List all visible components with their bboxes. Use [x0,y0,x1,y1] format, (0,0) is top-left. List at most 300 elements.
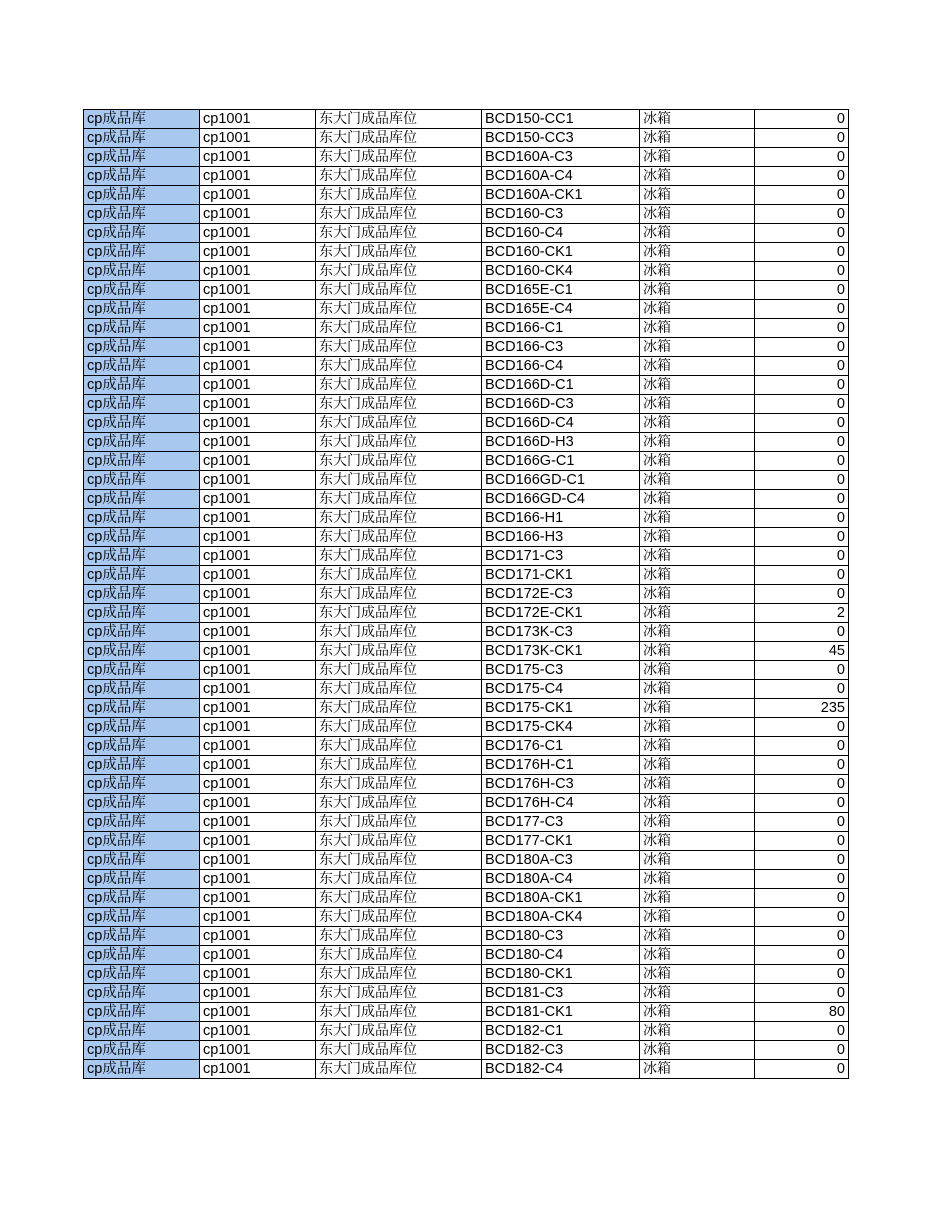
category-cell[interactable]: 冰箱 [640,300,755,319]
model-cell[interactable]: BCD166D-C3 [482,395,640,414]
model-cell[interactable]: BCD182-C4 [482,1060,640,1079]
model-cell[interactable]: BCD166G-C1 [482,452,640,471]
warehouse-cell[interactable]: cp成品库 [84,832,200,851]
location-cell[interactable]: 东大门成品库位 [316,547,482,566]
quantity-cell[interactable]: 0 [755,186,849,205]
code-cell[interactable]: cp1001 [200,946,316,965]
warehouse-cell[interactable]: cp成品库 [84,186,200,205]
code-cell[interactable]: cp1001 [200,699,316,718]
warehouse-cell[interactable]: cp成品库 [84,737,200,756]
model-cell[interactable]: BCD150-CC3 [482,129,640,148]
location-cell[interactable]: 东大门成品库位 [316,281,482,300]
warehouse-cell[interactable]: cp成品库 [84,908,200,927]
warehouse-cell[interactable]: cp成品库 [84,889,200,908]
code-cell[interactable]: cp1001 [200,357,316,376]
warehouse-cell[interactable]: cp成品库 [84,927,200,946]
location-cell[interactable]: 东大门成品库位 [316,167,482,186]
location-cell[interactable]: 东大门成品库位 [316,927,482,946]
code-cell[interactable]: cp1001 [200,718,316,737]
code-cell[interactable]: cp1001 [200,1060,316,1079]
code-cell[interactable]: cp1001 [200,471,316,490]
location-cell[interactable]: 东大门成品库位 [316,395,482,414]
code-cell[interactable]: cp1001 [200,186,316,205]
quantity-cell[interactable]: 0 [755,680,849,699]
quantity-cell[interactable]: 0 [755,1041,849,1060]
location-cell[interactable]: 东大门成品库位 [316,319,482,338]
location-cell[interactable]: 东大门成品库位 [316,376,482,395]
warehouse-cell[interactable]: cp成品库 [84,319,200,338]
code-cell[interactable]: cp1001 [200,319,316,338]
warehouse-cell[interactable]: cp成品库 [84,224,200,243]
code-cell[interactable]: cp1001 [200,433,316,452]
warehouse-cell[interactable]: cp成品库 [84,167,200,186]
quantity-cell[interactable]: 0 [755,262,849,281]
quantity-cell[interactable]: 0 [755,661,849,680]
warehouse-cell[interactable]: cp成品库 [84,718,200,737]
quantity-cell[interactable]: 0 [755,148,849,167]
warehouse-cell[interactable]: cp成品库 [84,262,200,281]
location-cell[interactable]: 东大门成品库位 [316,262,482,281]
category-cell[interactable]: 冰箱 [640,908,755,927]
model-cell[interactable]: BCD182-C3 [482,1041,640,1060]
model-cell[interactable]: BCD165E-C1 [482,281,640,300]
location-cell[interactable]: 东大门成品库位 [316,813,482,832]
category-cell[interactable]: 冰箱 [640,984,755,1003]
model-cell[interactable]: BCD160-C3 [482,205,640,224]
category-cell[interactable]: 冰箱 [640,927,755,946]
location-cell[interactable]: 东大门成品库位 [316,623,482,642]
quantity-cell[interactable]: 0 [755,528,849,547]
quantity-cell[interactable]: 0 [755,300,849,319]
model-cell[interactable]: BCD160A-CK1 [482,186,640,205]
code-cell[interactable]: cp1001 [200,547,316,566]
model-cell[interactable]: BCD175-CK4 [482,718,640,737]
model-cell[interactable]: BCD160-CK1 [482,243,640,262]
warehouse-cell[interactable]: cp成品库 [84,1022,200,1041]
warehouse-cell[interactable]: cp成品库 [84,604,200,623]
location-cell[interactable]: 东大门成品库位 [316,756,482,775]
location-cell[interactable]: 东大门成品库位 [316,661,482,680]
model-cell[interactable]: BCD166D-C4 [482,414,640,433]
warehouse-cell[interactable]: cp成品库 [84,300,200,319]
category-cell[interactable]: 冰箱 [640,452,755,471]
location-cell[interactable]: 东大门成品库位 [316,129,482,148]
location-cell[interactable]: 东大门成品库位 [316,414,482,433]
model-cell[interactable]: BCD166-C1 [482,319,640,338]
model-cell[interactable]: BCD172E-C3 [482,585,640,604]
category-cell[interactable]: 冰箱 [640,965,755,984]
warehouse-cell[interactable]: cp成品库 [84,357,200,376]
model-cell[interactable]: BCD180A-CK4 [482,908,640,927]
category-cell[interactable]: 冰箱 [640,186,755,205]
model-cell[interactable]: BCD173K-CK1 [482,642,640,661]
location-cell[interactable]: 东大门成品库位 [316,566,482,585]
code-cell[interactable]: cp1001 [200,870,316,889]
code-cell[interactable]: cp1001 [200,1041,316,1060]
location-cell[interactable]: 东大门成品库位 [316,224,482,243]
code-cell[interactable]: cp1001 [200,832,316,851]
code-cell[interactable]: cp1001 [200,110,316,129]
category-cell[interactable]: 冰箱 [640,338,755,357]
model-cell[interactable]: BCD160A-C4 [482,167,640,186]
warehouse-cell[interactable]: cp成品库 [84,338,200,357]
quantity-cell[interactable]: 0 [755,718,849,737]
code-cell[interactable]: cp1001 [200,129,316,148]
code-cell[interactable]: cp1001 [200,889,316,908]
warehouse-cell[interactable]: cp成品库 [84,984,200,1003]
code-cell[interactable]: cp1001 [200,509,316,528]
category-cell[interactable]: 冰箱 [640,1041,755,1060]
location-cell[interactable]: 东大门成品库位 [316,1003,482,1022]
category-cell[interactable]: 冰箱 [640,490,755,509]
quantity-cell[interactable]: 235 [755,699,849,718]
category-cell[interactable]: 冰箱 [640,661,755,680]
location-cell[interactable]: 东大门成品库位 [316,528,482,547]
quantity-cell[interactable]: 0 [755,908,849,927]
quantity-cell[interactable]: 0 [755,205,849,224]
model-cell[interactable]: BCD173K-C3 [482,623,640,642]
model-cell[interactable]: BCD175-C3 [482,661,640,680]
quantity-cell[interactable]: 0 [755,452,849,471]
category-cell[interactable]: 冰箱 [640,585,755,604]
warehouse-cell[interactable]: cp成品库 [84,471,200,490]
code-cell[interactable]: cp1001 [200,1003,316,1022]
category-cell[interactable]: 冰箱 [640,129,755,148]
location-cell[interactable]: 东大门成品库位 [316,471,482,490]
category-cell[interactable]: 冰箱 [640,566,755,585]
model-cell[interactable]: BCD176H-C1 [482,756,640,775]
category-cell[interactable]: 冰箱 [640,604,755,623]
category-cell[interactable]: 冰箱 [640,718,755,737]
code-cell[interactable]: cp1001 [200,300,316,319]
location-cell[interactable]: 东大门成品库位 [316,832,482,851]
model-cell[interactable]: BCD176-C1 [482,737,640,756]
model-cell[interactable]: BCD175-C4 [482,680,640,699]
quantity-cell[interactable]: 0 [755,1060,849,1079]
model-cell[interactable]: BCD181-C3 [482,984,640,1003]
location-cell[interactable]: 东大门成品库位 [316,509,482,528]
quantity-cell[interactable]: 0 [755,756,849,775]
category-cell[interactable]: 冰箱 [640,680,755,699]
warehouse-cell[interactable]: cp成品库 [84,414,200,433]
location-cell[interactable]: 东大门成品库位 [316,357,482,376]
category-cell[interactable]: 冰箱 [640,946,755,965]
warehouse-cell[interactable]: cp成品库 [84,205,200,224]
category-cell[interactable]: 冰箱 [640,110,755,129]
quantity-cell[interactable]: 0 [755,585,849,604]
code-cell[interactable]: cp1001 [200,908,316,927]
quantity-cell[interactable]: 0 [755,965,849,984]
location-cell[interactable]: 东大门成品库位 [316,490,482,509]
warehouse-cell[interactable]: cp成品库 [84,528,200,547]
category-cell[interactable]: 冰箱 [640,623,755,642]
category-cell[interactable]: 冰箱 [640,813,755,832]
quantity-cell[interactable]: 0 [755,490,849,509]
location-cell[interactable]: 东大门成品库位 [316,718,482,737]
quantity-cell[interactable]: 0 [755,832,849,851]
quantity-cell[interactable]: 0 [755,433,849,452]
warehouse-cell[interactable]: cp成品库 [84,699,200,718]
code-cell[interactable]: cp1001 [200,1022,316,1041]
code-cell[interactable]: cp1001 [200,490,316,509]
code-cell[interactable]: cp1001 [200,281,316,300]
category-cell[interactable]: 冰箱 [640,870,755,889]
code-cell[interactable]: cp1001 [200,680,316,699]
quantity-cell[interactable]: 0 [755,737,849,756]
quantity-cell[interactable]: 0 [755,870,849,889]
quantity-cell[interactable]: 0 [755,794,849,813]
category-cell[interactable]: 冰箱 [640,167,755,186]
code-cell[interactable]: cp1001 [200,243,316,262]
model-cell[interactable]: BCD166-C4 [482,357,640,376]
code-cell[interactable]: cp1001 [200,148,316,167]
warehouse-cell[interactable]: cp成品库 [84,775,200,794]
category-cell[interactable]: 冰箱 [640,699,755,718]
quantity-cell[interactable]: 45 [755,642,849,661]
location-cell[interactable]: 东大门成品库位 [316,205,482,224]
location-cell[interactable]: 东大门成品库位 [316,737,482,756]
quantity-cell[interactable]: 0 [755,984,849,1003]
location-cell[interactable]: 东大门成品库位 [316,699,482,718]
warehouse-cell[interactable]: cp成品库 [84,1060,200,1079]
model-cell[interactable]: BCD166D-H3 [482,433,640,452]
category-cell[interactable]: 冰箱 [640,224,755,243]
category-cell[interactable]: 冰箱 [640,376,755,395]
warehouse-cell[interactable]: cp成品库 [84,547,200,566]
code-cell[interactable]: cp1001 [200,262,316,281]
quantity-cell[interactable]: 0 [755,167,849,186]
category-cell[interactable]: 冰箱 [640,205,755,224]
warehouse-cell[interactable]: cp成品库 [84,623,200,642]
quantity-cell[interactable]: 0 [755,547,849,566]
category-cell[interactable]: 冰箱 [640,262,755,281]
warehouse-cell[interactable]: cp成品库 [84,281,200,300]
model-cell[interactable]: BCD166-C3 [482,338,640,357]
category-cell[interactable]: 冰箱 [640,528,755,547]
quantity-cell[interactable]: 0 [755,395,849,414]
location-cell[interactable]: 东大门成品库位 [316,794,482,813]
category-cell[interactable]: 冰箱 [640,737,755,756]
location-cell[interactable]: 东大门成品库位 [316,642,482,661]
category-cell[interactable]: 冰箱 [640,1003,755,1022]
code-cell[interactable]: cp1001 [200,984,316,1003]
location-cell[interactable]: 东大门成品库位 [316,680,482,699]
code-cell[interactable]: cp1001 [200,756,316,775]
warehouse-cell[interactable]: cp成品库 [84,1003,200,1022]
location-cell[interactable]: 东大门成品库位 [316,148,482,167]
quantity-cell[interactable]: 0 [755,471,849,490]
category-cell[interactable]: 冰箱 [640,832,755,851]
category-cell[interactable]: 冰箱 [640,794,755,813]
warehouse-cell[interactable]: cp成品库 [84,813,200,832]
code-cell[interactable]: cp1001 [200,927,316,946]
location-cell[interactable]: 东大门成品库位 [316,775,482,794]
location-cell[interactable]: 东大门成品库位 [316,870,482,889]
location-cell[interactable]: 东大门成品库位 [316,965,482,984]
code-cell[interactable]: cp1001 [200,224,316,243]
location-cell[interactable]: 东大门成品库位 [316,186,482,205]
warehouse-cell[interactable]: cp成品库 [84,661,200,680]
location-cell[interactable]: 东大门成品库位 [316,851,482,870]
quantity-cell[interactable]: 2 [755,604,849,623]
model-cell[interactable]: BCD166GD-C4 [482,490,640,509]
quantity-cell[interactable]: 0 [755,224,849,243]
warehouse-cell[interactable]: cp成品库 [84,585,200,604]
location-cell[interactable]: 东大门成品库位 [316,1022,482,1041]
code-cell[interactable]: cp1001 [200,566,316,585]
category-cell[interactable]: 冰箱 [640,509,755,528]
quantity-cell[interactable]: 0 [755,775,849,794]
warehouse-cell[interactable]: cp成品库 [84,756,200,775]
model-cell[interactable]: BCD171-C3 [482,547,640,566]
quantity-cell[interactable]: 0 [755,357,849,376]
quantity-cell[interactable]: 0 [755,946,849,965]
category-cell[interactable]: 冰箱 [640,357,755,376]
quantity-cell[interactable]: 0 [755,243,849,262]
model-cell[interactable]: BCD177-C3 [482,813,640,832]
location-cell[interactable]: 东大门成品库位 [316,908,482,927]
model-cell[interactable]: BCD160-CK4 [482,262,640,281]
warehouse-cell[interactable]: cp成品库 [84,452,200,471]
location-cell[interactable]: 东大门成品库位 [316,243,482,262]
code-cell[interactable]: cp1001 [200,965,316,984]
model-cell[interactable]: BCD182-C1 [482,1022,640,1041]
code-cell[interactable]: cp1001 [200,813,316,832]
code-cell[interactable]: cp1001 [200,452,316,471]
category-cell[interactable]: 冰箱 [640,433,755,452]
model-cell[interactable]: BCD176H-C3 [482,775,640,794]
quantity-cell[interactable]: 0 [755,813,849,832]
warehouse-cell[interactable]: cp成品库 [84,243,200,262]
quantity-cell[interactable]: 0 [755,129,849,148]
category-cell[interactable]: 冰箱 [640,414,755,433]
location-cell[interactable]: 东大门成品库位 [316,433,482,452]
model-cell[interactable]: BCD175-CK1 [482,699,640,718]
warehouse-cell[interactable]: cp成品库 [84,148,200,167]
model-cell[interactable]: BCD160-C4 [482,224,640,243]
warehouse-cell[interactable]: cp成品库 [84,851,200,870]
model-cell[interactable]: BCD150-CC1 [482,110,640,129]
quantity-cell[interactable]: 0 [755,927,849,946]
warehouse-cell[interactable]: cp成品库 [84,946,200,965]
warehouse-cell[interactable]: cp成品库 [84,433,200,452]
category-cell[interactable]: 冰箱 [640,319,755,338]
location-cell[interactable]: 东大门成品库位 [316,946,482,965]
model-cell[interactable]: BCD166D-C1 [482,376,640,395]
model-cell[interactable]: BCD180A-CK1 [482,889,640,908]
category-cell[interactable]: 冰箱 [640,1060,755,1079]
warehouse-cell[interactable]: cp成品库 [84,129,200,148]
location-cell[interactable]: 东大门成品库位 [316,604,482,623]
location-cell[interactable]: 东大门成品库位 [316,338,482,357]
model-cell[interactable]: BCD160A-C3 [482,148,640,167]
category-cell[interactable]: 冰箱 [640,547,755,566]
code-cell[interactable]: cp1001 [200,794,316,813]
category-cell[interactable]: 冰箱 [640,281,755,300]
code-cell[interactable]: cp1001 [200,528,316,547]
location-cell[interactable]: 东大门成品库位 [316,300,482,319]
code-cell[interactable]: cp1001 [200,395,316,414]
quantity-cell[interactable]: 0 [755,623,849,642]
code-cell[interactable]: cp1001 [200,338,316,357]
code-cell[interactable]: cp1001 [200,604,316,623]
category-cell[interactable]: 冰箱 [640,1022,755,1041]
model-cell[interactable]: BCD172E-CK1 [482,604,640,623]
warehouse-cell[interactable]: cp成品库 [84,794,200,813]
quantity-cell[interactable]: 0 [755,110,849,129]
code-cell[interactable]: cp1001 [200,661,316,680]
model-cell[interactable]: BCD171-CK1 [482,566,640,585]
code-cell[interactable]: cp1001 [200,585,316,604]
model-cell[interactable]: BCD166-H1 [482,509,640,528]
code-cell[interactable]: cp1001 [200,167,316,186]
quantity-cell[interactable]: 0 [755,566,849,585]
location-cell[interactable]: 东大门成品库位 [316,1041,482,1060]
category-cell[interactable]: 冰箱 [640,395,755,414]
quantity-cell[interactable]: 0 [755,338,849,357]
category-cell[interactable]: 冰箱 [640,756,755,775]
model-cell[interactable]: BCD176H-C4 [482,794,640,813]
category-cell[interactable]: 冰箱 [640,889,755,908]
quantity-cell[interactable]: 0 [755,851,849,870]
quantity-cell[interactable]: 0 [755,319,849,338]
category-cell[interactable]: 冰箱 [640,243,755,262]
quantity-cell[interactable]: 0 [755,376,849,395]
warehouse-cell[interactable]: cp成品库 [84,490,200,509]
code-cell[interactable]: cp1001 [200,376,316,395]
location-cell[interactable]: 东大门成品库位 [316,1060,482,1079]
category-cell[interactable]: 冰箱 [640,775,755,794]
warehouse-cell[interactable]: cp成品库 [84,566,200,585]
category-cell[interactable]: 冰箱 [640,148,755,167]
category-cell[interactable]: 冰箱 [640,851,755,870]
model-cell[interactable]: BCD180-C4 [482,946,640,965]
code-cell[interactable]: cp1001 [200,775,316,794]
warehouse-cell[interactable]: cp成品库 [84,965,200,984]
category-cell[interactable]: 冰箱 [640,471,755,490]
quantity-cell[interactable]: 80 [755,1003,849,1022]
warehouse-cell[interactable]: cp成品库 [84,642,200,661]
code-cell[interactable]: cp1001 [200,642,316,661]
quantity-cell[interactable]: 0 [755,1022,849,1041]
warehouse-cell[interactable]: cp成品库 [84,870,200,889]
category-cell[interactable]: 冰箱 [640,642,755,661]
code-cell[interactable]: cp1001 [200,414,316,433]
code-cell[interactable]: cp1001 [200,205,316,224]
warehouse-cell[interactable]: cp成品库 [84,110,200,129]
location-cell[interactable]: 东大门成品库位 [316,110,482,129]
model-cell[interactable]: BCD166GD-C1 [482,471,640,490]
model-cell[interactable]: BCD181-CK1 [482,1003,640,1022]
quantity-cell[interactable]: 0 [755,281,849,300]
model-cell[interactable]: BCD180-C3 [482,927,640,946]
location-cell[interactable]: 东大门成品库位 [316,889,482,908]
location-cell[interactable]: 东大门成品库位 [316,452,482,471]
location-cell[interactable]: 东大门成品库位 [316,984,482,1003]
warehouse-cell[interactable]: cp成品库 [84,1041,200,1060]
model-cell[interactable]: BCD180-CK1 [482,965,640,984]
quantity-cell[interactable]: 0 [755,509,849,528]
code-cell[interactable]: cp1001 [200,851,316,870]
warehouse-cell[interactable]: cp成品库 [84,395,200,414]
location-cell[interactable]: 东大门成品库位 [316,585,482,604]
model-cell[interactable]: BCD180A-C3 [482,851,640,870]
warehouse-cell[interactable]: cp成品库 [84,509,200,528]
quantity-cell[interactable]: 0 [755,889,849,908]
warehouse-cell[interactable]: cp成品库 [84,680,200,699]
warehouse-cell[interactable]: cp成品库 [84,376,200,395]
code-cell[interactable]: cp1001 [200,623,316,642]
